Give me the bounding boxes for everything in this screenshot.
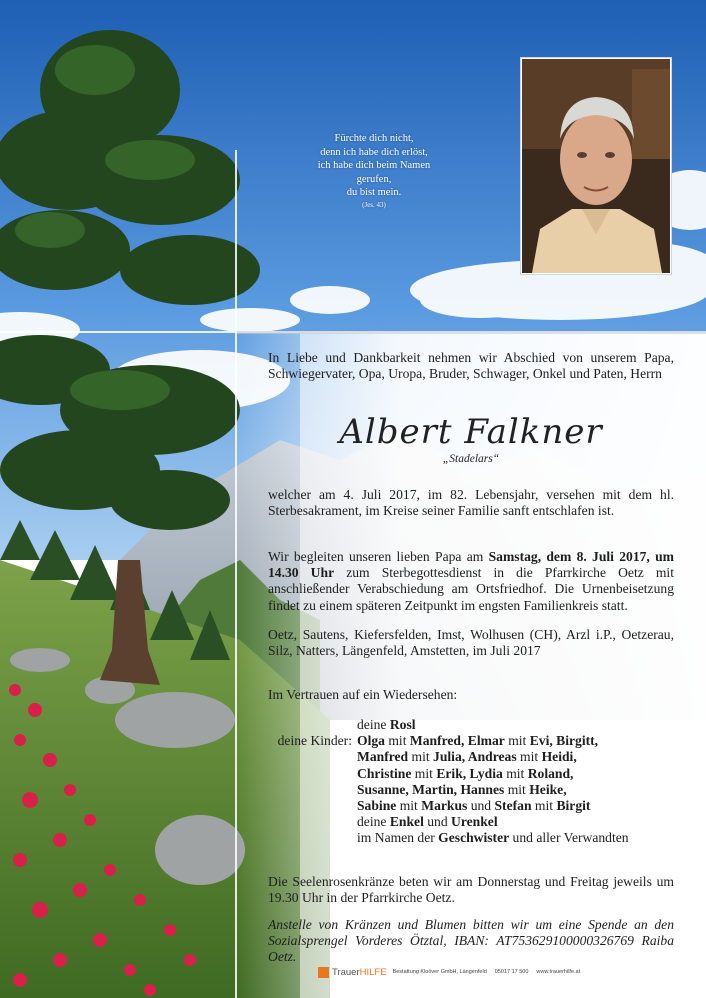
family-member-name: Julia, Andreas (433, 749, 517, 765)
family-label-empty (268, 830, 357, 846)
logo-text-trauer: Trauer (332, 966, 360, 978)
family-connector: mit (384, 733, 410, 749)
trust-block (268, 687, 674, 703)
children-line (357, 782, 598, 798)
grandchildren-word: Enkel (389, 814, 424, 830)
footer-company: Bestattung Kloöver GmbH, Längenfeld (392, 969, 487, 975)
family-connector: mit (396, 798, 422, 814)
intro-text: In Liebe und Dankbarkeit nehmen wir Abschied von unserem Papa, Schwiegervater, Opa, Uropa, Bruder, Schwager, Onkel und Paten, Herrn (268, 350, 674, 382)
family-member-name: Erik, Lydia (436, 765, 503, 781)
family-prefix: deine (357, 814, 390, 830)
family-connector: mit (411, 765, 437, 781)
places-text: Oetz, Sautens, Kiefersfelden, Imst, Wolhusen (CH), Arzl i.P., Oetzerau, Silz, Natters, Längenfeld, Amstetten, im Juli 2017 (268, 627, 674, 659)
family-list (268, 717, 674, 847)
family-connector: mit (502, 765, 528, 781)
wife-name: Rosl (389, 717, 416, 732)
verse-line: denn ich habe dich erlöst, (320, 146, 428, 158)
passing-block (268, 487, 674, 519)
funeral-text-part: Wir begleiten unseren lieben Papa am (268, 549, 489, 564)
funeral-text-part: zum Sterbegottesdienst in die Pfarrkirche Oetz mit anschließender Verabschiedung am Ortsfriedhof. Die Urnenbeisetzung findet zu einem späteren Zeitpunkt im engsten Familienkreis statt. (268, 565, 674, 613)
funeral-block (268, 549, 674, 614)
family-connector: mit (504, 781, 530, 797)
family-connector: und (467, 798, 495, 814)
funeral-text (268, 549, 674, 614)
verse-line: ich habe dich beim Namen gerufen, (317, 160, 431, 185)
family-member-name: Susanne, Martin, Hannes (357, 781, 505, 797)
family-member-name: Evi, Birgitt, (529, 733, 599, 749)
family-connector: mit (504, 733, 530, 749)
passing-text: welcher am 4. Juli 2017, im 82. Lebensjahr, versehen mit dem hl. Sterbesakrament, im Kreise seiner Familie sanft entschlafen ist. (268, 487, 674, 519)
family-connector: mit (531, 798, 557, 814)
family-grandchildren (357, 814, 498, 830)
family-member-name: Roland, (527, 765, 574, 781)
family-member-name: Sabine (357, 798, 397, 814)
children-lines (357, 733, 598, 814)
family-member-name: Olga (357, 733, 385, 749)
family-row-wife (268, 717, 674, 733)
announcement-intro (268, 350, 674, 382)
family-wife (357, 717, 416, 733)
funeral-time: um 14.30 Uhr (268, 549, 674, 581)
children-line (357, 766, 598, 782)
places-block (268, 627, 674, 659)
family-member-name: Stefan (494, 798, 532, 814)
family-suffix: und aller Verwandten (509, 830, 629, 846)
family-row-children (268, 733, 674, 814)
family-connector: mit (408, 749, 434, 765)
family-row-grandchildren (268, 814, 674, 830)
donation-text: Anstelle von Kränzen und Blumen bitten wir um eine Spende an den Sozialsprengel Vorderes Ötztal, IBAN: AT753629100000326769 Raiba Oetz. (268, 917, 674, 965)
trust-text: Im Vertrauen auf ein Wiedersehen: (268, 687, 458, 702)
children-line (357, 749, 598, 765)
verse-reference: (Jes. 43) (362, 200, 386, 209)
family-row-siblings (268, 830, 674, 846)
donation-block (268, 917, 674, 966)
deceased-name: Albert Falkner (339, 412, 603, 452)
rosary-text: Die Seelenrosenkränze beten wir am Donnerstag und Freitag jeweils um 19.30 Uhr in der Pfarrkirche Oetz. (268, 874, 674, 906)
great-grandchildren-word: Urenkel (451, 814, 498, 830)
family-member-name: Birgit (556, 798, 591, 814)
logo-icon (318, 967, 329, 978)
footer-phone: 05017 17 500 (494, 969, 529, 975)
deceased-nickname: „Stadelars“ (442, 453, 500, 465)
funeral-date: Samstag, dem 8. Juli 2017, (488, 549, 650, 564)
family-siblings (357, 830, 629, 846)
siblings-word: Geschwister (438, 830, 510, 846)
family-member-name: Heike, (529, 781, 567, 797)
bible-verse (300, 132, 448, 211)
family-member-name: Markus (421, 798, 468, 814)
family-member-name: Manfred (357, 749, 409, 765)
family-connector: und (423, 814, 452, 830)
family-member-name: Heidi, (541, 749, 577, 765)
footer-website: www.trauerhilfe.at (536, 969, 581, 975)
portrait-photo (522, 59, 670, 273)
rosary-block (268, 874, 674, 906)
logo-text-hilfe: HILFE (359, 966, 387, 978)
verse-line: du bist mein. (346, 187, 402, 198)
family-label-empty (268, 814, 357, 830)
children-line (357, 798, 598, 814)
family-member-name: Christine (357, 765, 412, 781)
footer (318, 965, 588, 979)
children-line (357, 733, 598, 749)
family-prefix: deine (357, 717, 390, 732)
family-connector: mit (516, 749, 542, 765)
verse-line: Fürchte dich nicht, (334, 133, 414, 144)
family-label-empty (268, 717, 357, 733)
children-label: deine Kinder: (277, 733, 352, 749)
family-prefix: im Namen der (357, 830, 439, 846)
family-member-name: Manfred, Elmar (409, 733, 505, 749)
